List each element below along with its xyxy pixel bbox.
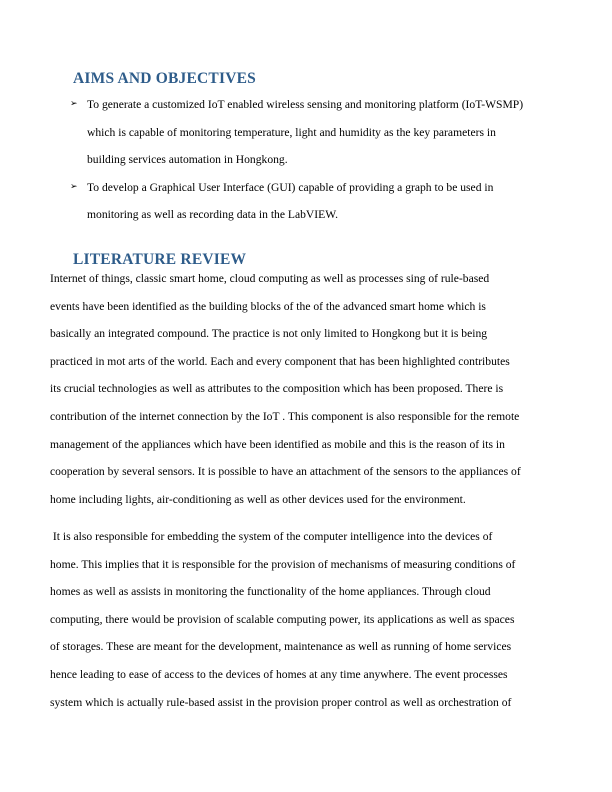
paragraph-line: homes as well as assists in monitoring the functionality of the home appliances. Through cloud [50,585,491,599]
bullet-line: monitoring as well as recording data in the LabVIEW. [87,208,339,221]
paragraph-line: its crucial technologies as well as attributes to the composition which has been proposed. There is [50,382,504,396]
bullet-line: which is capable of monitoring temperature, light and humidity as the key parameters in [87,125,496,139]
paragraph-line: events have been identified as the building blocks of the of the advanced smart home which is [50,299,486,313]
paragraph-line: management of the appliances which have been identified as mobile and this is the reason of its in [50,437,505,451]
literature-heading: LITERATURE REVIEW [73,251,247,268]
aims-bullet-list [70,91,530,229]
aims-bullet-2 [70,174,530,229]
bullet-line: To generate a customized IoT enabled wireless sensing and monitoring platform (IoT-WSMP) [87,98,524,111]
paragraph-line: contribution of the internet connection by the IoT . This component is also responsible for the remote [50,409,520,423]
paragraph-line: of storages. These are meant for the development, maintenance as well as running of home services [50,640,512,654]
paragraph-line: basically an integrated compound. The practice is not only limited to Hongkong but it is being [50,327,488,341]
paragraph-line: hence leading to ease of access to the devices of homes at any time anywhere. The event processes [50,667,508,681]
literature-paragraph-1 [50,265,555,513]
arrow-bullet-icon: ➢ [70,181,78,192]
aims-heading: AIMS AND OBJECTIVES [73,70,256,87]
paragraph-line: practiced in mot arts of the world. Each and every component that has been highlighted contributes [50,354,510,368]
bullet-line: To develop a Graphical User Interface (GUI) capable of providing a graph to be used in [87,180,494,194]
paragraph-line: system which is actually rule-based assist in the provision proper control as well as orchestration of [50,695,512,709]
bullet-line: building services automation in Hongkong. [87,153,288,166]
arrow-bullet-icon: ➢ [70,99,78,109]
paragraph-line: cooperation by several sensors. It is possible to have an attachment of the sensors to the appliances of [50,465,521,479]
paragraph-line: It is also responsible for embedding the system of the computer intelligence into the devices of [50,530,493,543]
literature-paragraph-2 [50,523,555,716]
aims-bullet-1 [70,91,530,174]
paragraph-line: Internet of things, classic smart home, cloud computing as well as processes sing of rule-based [50,272,490,285]
paragraph-line: computing, there would be provision of scalable computing power, its applications as well as spaces [50,612,515,626]
paragraph-line: home. This implies that it is responsible for the provision of mechanisms of measuring conditions of [50,557,516,571]
paragraph-line: home including lights, air-conditioning as well as other devices used for the environment. [50,492,466,506]
